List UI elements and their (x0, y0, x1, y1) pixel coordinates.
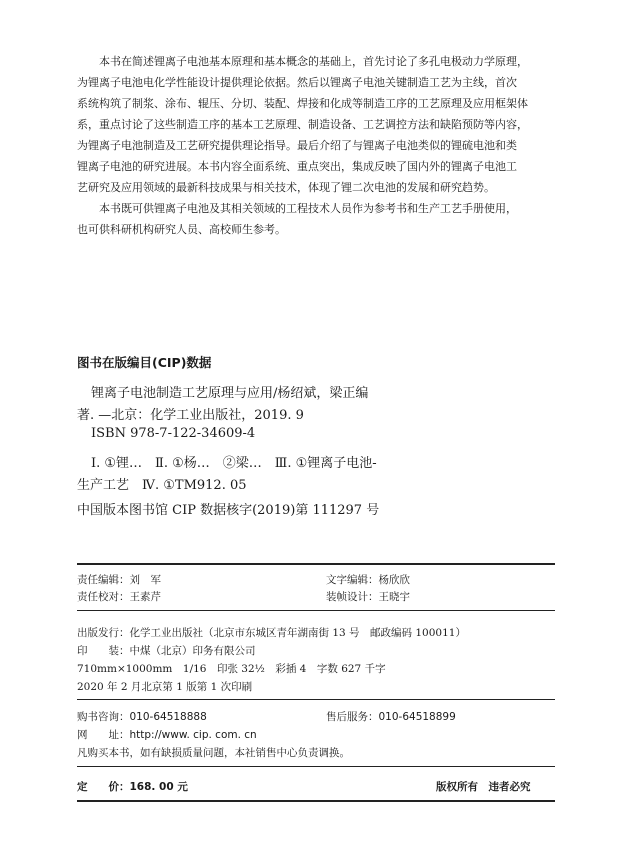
divider-contact (77, 766, 555, 767)
cip-record: 中国版本图书馆 CIP 数据核字(2019)第 111297 号 (77, 503, 380, 518)
price: 定 价：168. 00 元 (77, 781, 188, 793)
cip-heading: 图书在版编目(CIP)数据 (77, 355, 212, 370)
abstract-line: 为锂离子电池制造及工艺研究提供理论指导。最后介绍了与锂离子电池类似的锂硫电池和类 (77, 139, 517, 152)
cip-title-line2: 著. —北京：化学工业出版社，2019. 9 (77, 408, 304, 423)
service-phone: 售后服务：010-64518899 (326, 711, 456, 723)
format-info: 710mm×1000mm 1/16 印张 32½ 彩插 4 字数 627 千字 (77, 663, 386, 675)
divider-credits (77, 610, 555, 611)
abstract-line: 本书既可供锂离子电池及其相关领域的工程技术人员作为参考书和生产工艺手册使用， (99, 202, 517, 215)
abstract-line: 系，重点讨论了这些制造工序的基本工艺原理、制造设备、工艺调控方法和缺陷预防等内容， (77, 118, 528, 131)
abstract-line: 系统构筑了制浆、涂布、辊压、分切、装配、焊接和化成等制造工序的工艺原理及应用框架体 (77, 97, 528, 110)
cip-classification-line1: Ⅰ. ①锂… Ⅱ. ①杨… ②梁… Ⅲ. ①锂离子电池- (91, 456, 377, 471)
abstract-line: 为锂离子电池电化学性能设计提供理论依据。然后以锂离子电池关键制造工艺为主线，首次 (77, 76, 517, 89)
purchase-phone: 购书咨询：010-64518888 (77, 711, 207, 723)
credit-proofreader: 责任校对：王素芹 (77, 591, 161, 603)
website[interactable]: 网 址：http://www. cip. com. cn (77, 729, 257, 741)
edition-info: 2020 年 2 月北京第 1 版第 1 次印刷 (77, 681, 253, 693)
divider-publishing (77, 699, 555, 700)
cip-isbn: ISBN 978-7-122-34609-4 (91, 426, 256, 441)
credit-editor: 责任编辑：刘 军 (77, 574, 161, 586)
copyright-notice: 版权所有 违者必究 (436, 781, 531, 793)
printer-info: 印 装：中煤（北京）印务有限公司 (77, 645, 256, 657)
credit-designer: 装帧设计：王晓宇 (326, 591, 410, 603)
divider-top (77, 563, 555, 565)
abstract (77, 51, 557, 240)
abstract-line: 锂离子电池的研究进展。本书内容全面系统、重点突出，集成反映了国内外的锂离子电池工 (77, 160, 517, 173)
abstract-line: 艺研究及应用领域的最新科技成果与相关技术，体现了锂二次电池的发展和研究趋势。 (77, 181, 495, 194)
abstract-line: 也可供科研机构研究人员、高校师生参考。 (77, 223, 286, 236)
cip-title-line1: 锂离子电池制造工艺原理与应用/杨绍斌，梁正编 (91, 386, 369, 401)
publisher-info: 出版发行：化学工业出版社（北京市东城区青年湖南街 13 号 邮政编码 100011） (77, 627, 466, 639)
credit-text-editor: 文字编辑：杨欣欣 (326, 574, 410, 586)
quality-notice: 凡购买本书，如有缺损质量问题，本社销售中心负责调换。 (77, 747, 350, 759)
cip-classification-line2: 生产工艺 Ⅳ. ①TM912. 05 (77, 478, 247, 493)
divider-bottom (77, 800, 555, 802)
abstract-line: 本书在简述锂离子电池基本原理和基本概念的基础上，首先讨论了多孔电极动力学原理， (99, 55, 528, 68)
